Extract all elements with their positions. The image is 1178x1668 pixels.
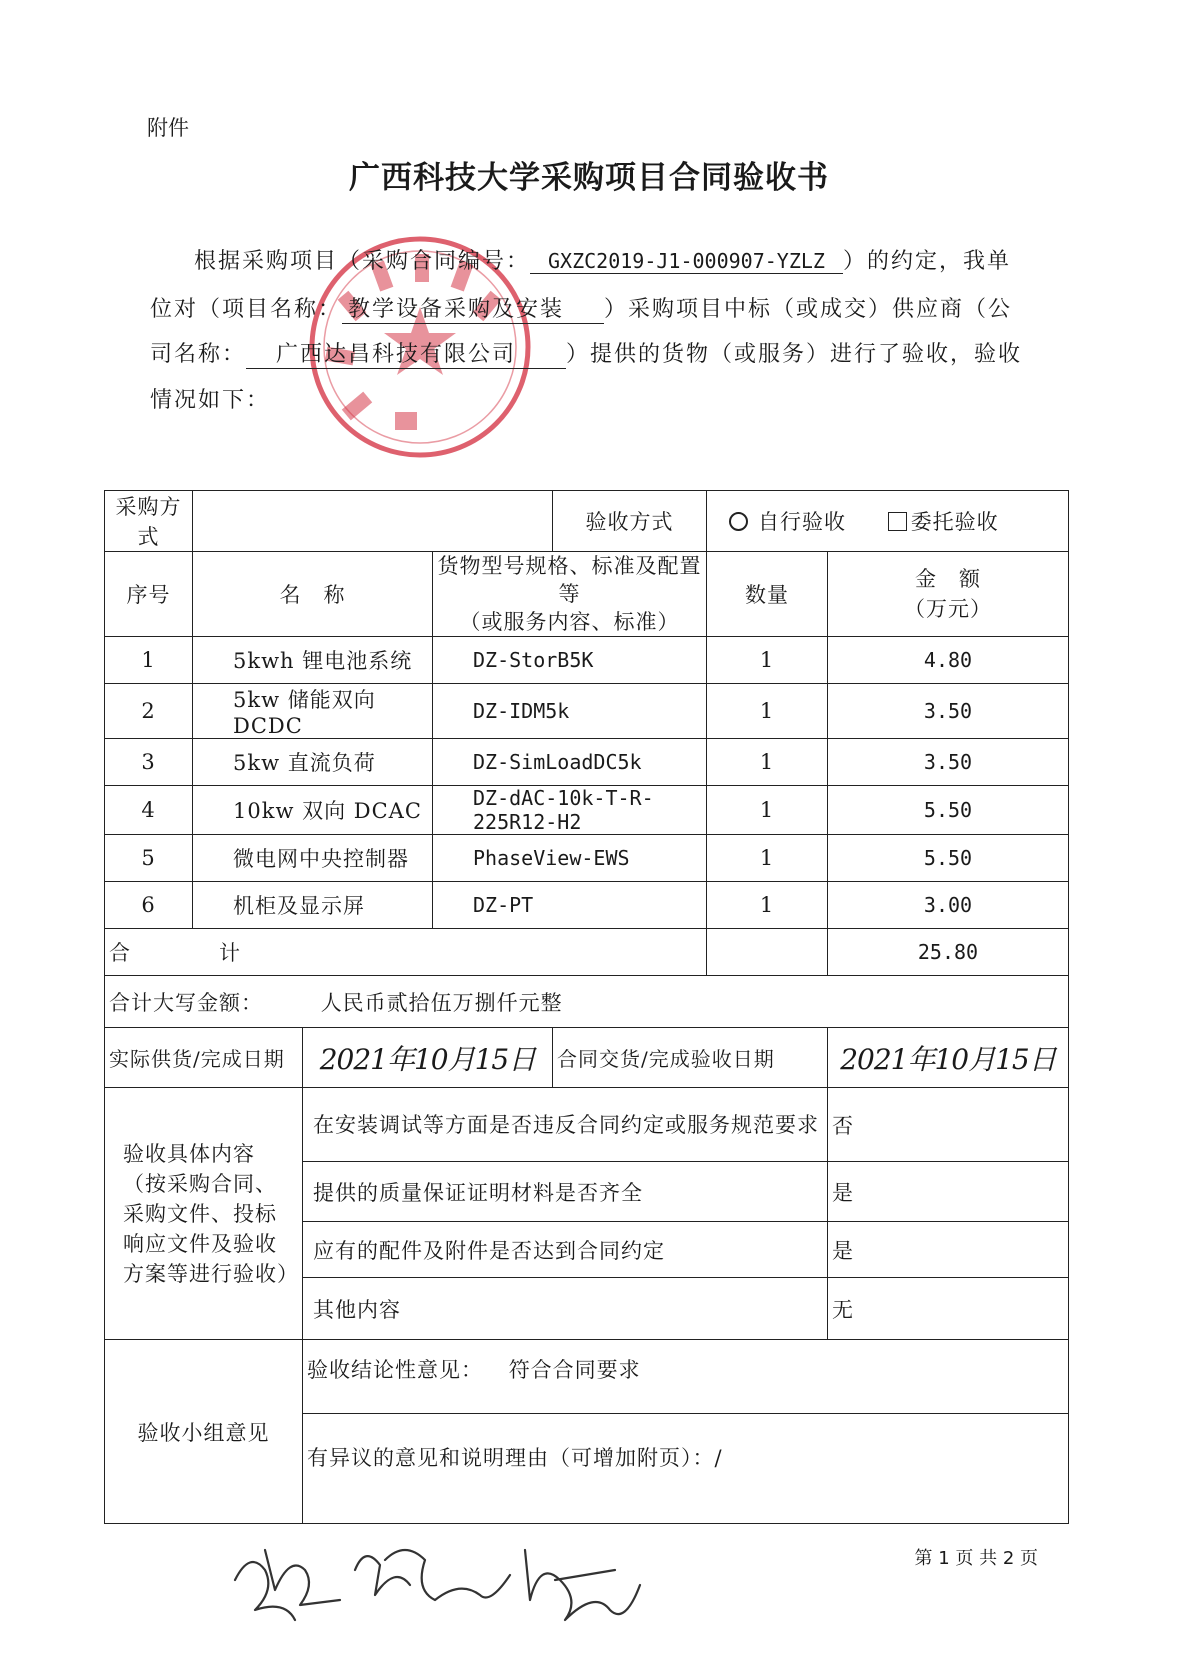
total-words-row [105,976,1069,1028]
conclusion-value: 符合合同要求 [508,1358,641,1382]
check-question: 提供的质量保证证明材料是否齐全 [303,1162,828,1222]
supplier-name: 广西达昌科技有限公司 [246,337,566,369]
intro-line-4: 情况如下： [150,388,271,413]
signatures [225,1520,695,1630]
header-amount: 金 额 （万元） [828,552,1069,637]
date-row [105,1028,1069,1088]
selected-mark-icon [729,512,748,531]
check-answer: 否 [828,1088,1069,1162]
check-row [105,1088,1069,1162]
page-number: 第 1 页 共 2 页 [914,1548,1038,1569]
table-row: 3 5kw 直流负荷 DZ-SimLoadDC5k 1 3.50 [105,739,1069,786]
check-question: 在安装调试等方面是否违反合同约定或服务规范要求 [303,1088,828,1162]
header-qty: 数量 [707,552,828,637]
content-label: 验收具体内容 （按采购合同、采购文件、投标响应文件及验收方案等进行验收） [105,1088,303,1340]
table-row: 4 10kw 双向 DCAC DZ-dAC-10k-T-R-225R12-H2 1 5.50 [105,786,1069,835]
total-label: 合 计 [105,929,707,976]
entrusted-acceptance-option: 委托验收 [888,510,999,534]
acceptance-method-label: 验收方式 [553,491,707,552]
contract-date-label: 合同交货/完成验收日期 [553,1028,828,1088]
table-row: 6 机柜及显示屏 DZ-PT 1 3.00 [105,882,1069,929]
contract-number: GXZC2019-J1-000907-YZLZ [530,249,843,274]
table-row: 5 微电网中央控制器 PhaseView-EWS 1 5.50 [105,835,1069,882]
check-question: 其他内容 [303,1278,828,1340]
acceptance-method-options [707,491,1069,552]
check-answer: 是 [828,1222,1069,1278]
purchase-method-value [193,491,553,552]
contract-date-value: 2021年10月15日 [828,1028,1069,1088]
acceptance-form [104,490,1069,1524]
actual-date-label: 实际供货/完成日期 [105,1028,303,1088]
checkbox-icon [888,512,907,531]
header-name: 名 称 [193,552,433,637]
self-acceptance-option: 自行验收 [729,510,846,534]
group-opinion-label: 验收小组意见 [105,1340,303,1524]
header-spec: 货物型号规格、标准及配置等 （或服务内容、标准） [433,552,707,637]
table-row: 1 5kwh 锂电池系统 DZ-StorB5K 1 4.80 [105,637,1069,684]
intro-line-1: 根据采购项目（采购合同编号： GXZC2019-J1-000907-YZLZ ）的约定，我单 [194,249,1011,274]
total-words-value: 人民币贰拾伍万捌仟元整 [320,990,563,1015]
actual-date-value: 2021年10月15日 [303,1028,553,1088]
check-question: 应有的配件及附件是否达到合同约定 [303,1222,828,1278]
attachment-label: 附件 [147,116,189,140]
purchase-method-label: 采购方式 [105,491,193,552]
conclusion-label: 验收结论性意见： [307,1358,483,1382]
objection-label: 有异议的意见和说明理由（可增加附页）：/ [303,1414,1069,1524]
intro-line-2: 位对（项目名称： 教学设备采购及安装 ）采购项目中标（或成交）供应商（公 [150,292,1020,324]
check-answer: 无 [828,1278,1069,1340]
project-name: 教学设备采购及安装 [342,292,604,324]
conclusion-row [105,1340,1069,1414]
total-amount: 25.80 [828,929,1069,976]
total-words-label: 合计大写金额： [109,990,263,1015]
document-title: 广西科技大学采购项目合同验收书 [349,160,829,196]
total-row [105,929,1069,976]
intro-line-3: 司名称： 广西达昌科技有限公司 ）提供的货物（或服务）进行了验收，验收 [150,337,1020,369]
table-row: 2 5kw 储能双向 DCDC DZ-IDM5k 1 3.50 [105,684,1069,739]
header-no: 序号 [105,552,193,637]
check-answer: 是 [828,1162,1069,1222]
